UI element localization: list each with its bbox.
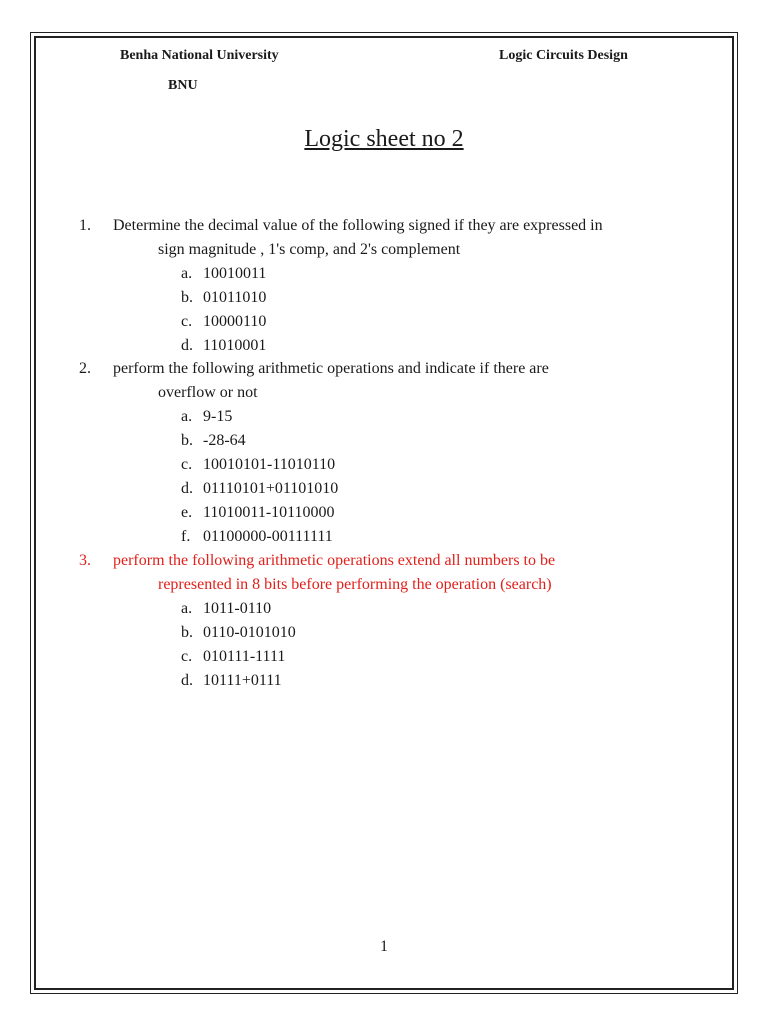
item-text: 9-15 [203,408,233,425]
page-border-inner [34,36,734,990]
question-number: 2. [79,360,91,377]
item-text: 10000110 [203,313,267,330]
item-text: 10010011 [203,265,267,282]
item-letter: c. [181,648,193,665]
item-letter: a. [181,408,193,425]
item-letter: d. [181,672,193,689]
item-letter: c. [181,313,193,330]
item-text: 01100000-00111111 [203,528,333,545]
question-number: 3. [79,552,91,569]
item-letter: b. [181,624,193,641]
item-letter: a. [181,600,193,617]
question-text-line1: perform the following arithmetic operations extend all numbers to be [113,552,556,569]
question-text-line1: perform the following arithmetic operations and indicate if there are [113,360,549,377]
item-letter: d. [181,480,193,497]
university-name: Benha National University [120,48,279,63]
page-number: 1 [380,938,388,955]
item-text: 01011010 [203,289,267,306]
question-text-line1: Determine the decimal value of the following signed if they are expressed in [113,217,603,234]
item-letter: b. [181,289,193,306]
item-text: 1011-0110 [203,600,272,617]
item-text: 10010101-11010110 [203,456,336,473]
sheet-title: Logic sheet no 2 [304,126,464,152]
question-text-line2: sign magnitude , 1's comp, and 2's complement [158,241,461,258]
course-name: Logic Circuits Design [499,48,628,63]
item-letter: b. [181,432,193,449]
item-text: 01110101+01101010 [203,480,339,497]
university-abbrev: BNU [168,78,198,93]
item-text: 010111-1111 [203,648,286,665]
question-number: 1. [79,217,91,234]
item-letter: a. [181,265,193,282]
item-text: 10111+0111 [203,672,282,689]
item-text: 11010011-10110000 [203,504,335,521]
item-letter: e. [181,504,193,521]
question-text-line2: represented in 8 bits before performing the operation (search) [158,576,552,593]
item-letter: d. [181,337,193,354]
item-text: -28-64 [203,432,246,449]
item-text: 0110-0101010 [203,624,296,641]
item-letter: c. [181,456,193,473]
item-text: 11010001 [203,337,267,354]
question-text-line2: overflow or not [158,384,258,401]
item-letter: f. [181,528,191,545]
